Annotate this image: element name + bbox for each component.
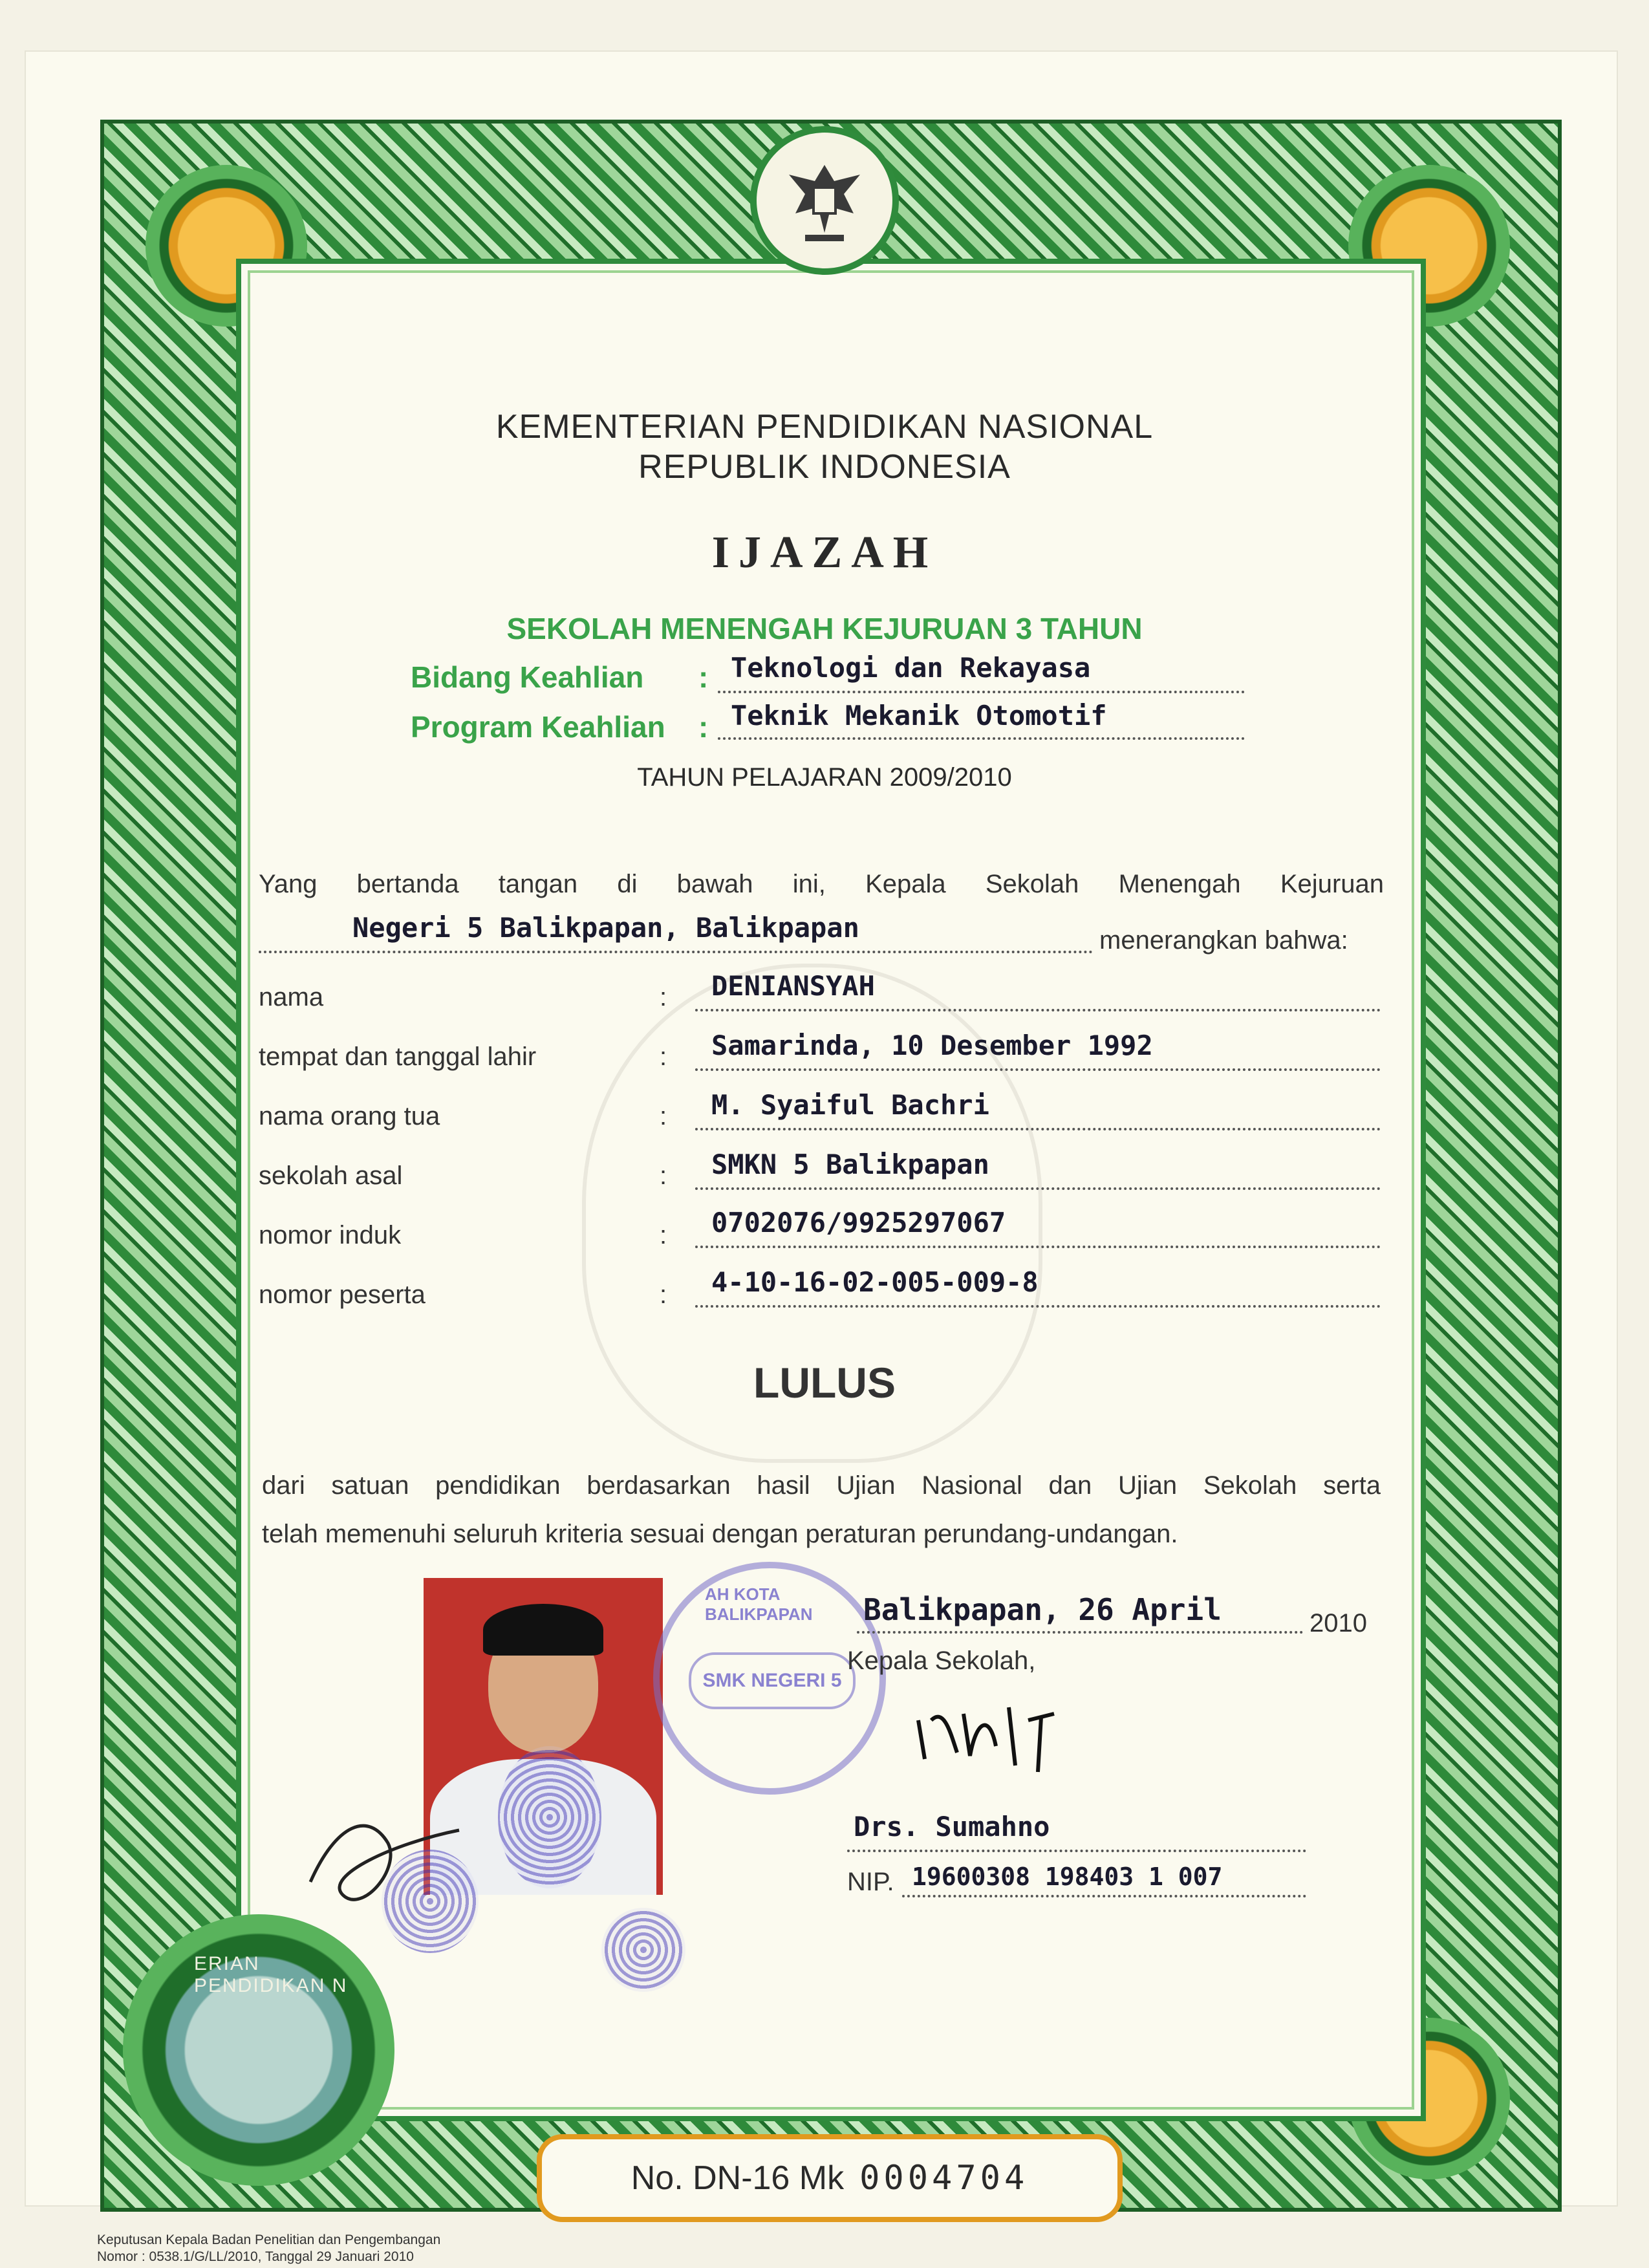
school-name: Negeri 5 Balikpapan, Balikpapan (352, 912, 859, 944)
label-nama: nama (259, 983, 324, 1011)
label-nomor-induk: nomor induk (259, 1221, 402, 1249)
bidang-value: Teknologi dan Rekayasa (731, 652, 1091, 684)
bidang-dotline (718, 691, 1245, 693)
school-type: SEKOLAH MENENGAH KEJURUAN 3 TAHUN (506, 612, 1143, 645)
statement-line-1: dari satuan pendidikan berdasarkan hasil Ujian Nasional dan Ujian Sekolah serta (262, 1471, 1381, 1500)
label-ttl: tempat dan tanggal lahir (259, 1042, 537, 1071)
principal-role: Kepala Sekolah, (847, 1647, 1036, 1675)
bidang-label: Bidang Keahlian (411, 660, 644, 694)
serial-number-box (537, 2134, 1123, 2222)
value-ttl: Samarinda, 10 Desember 1992 (711, 1030, 1153, 1061)
signing-place-date: Balikpapan, 26 April (863, 1592, 1222, 1627)
fingerprint-3 (601, 1908, 685, 1992)
label-nomor-peserta: nomor peserta (259, 1280, 426, 1309)
serial-prefix: No. DN-16 Mk (630, 2159, 845, 2197)
academic-year: TAHUN PELAJARAN 2009/2010 (637, 763, 1012, 792)
label-orang-tua: nama orang tua (259, 1102, 440, 1130)
dotline-sekolah-asal (695, 1187, 1381, 1190)
school-stamp (653, 1562, 886, 1795)
tut-wuri-handayani-seal-icon (123, 1914, 394, 2186)
value-nomor-induk: 0702076/9925297067 (711, 1207, 1006, 1238)
stamp-ring-text: AH KOTA BALIKPAPAN (705, 1584, 813, 1624)
ministry-name: KEMENTERIAN PENDIDIKAN NASIONAL (495, 408, 1154, 446)
program-dotline (718, 737, 1245, 740)
value-orang-tua: M. Syaiful Bachri (711, 1089, 989, 1121)
statement-line-2: telah memenuhi seluruh kriteria sesuai dengan peraturan perundang-undangan. (262, 1520, 1178, 1548)
result-status: LULUS (753, 1359, 896, 1407)
footer-decree-line-2: Nomor : 0538.1/G/LL/2010, Tanggal 29 Januari 2010 (97, 2249, 414, 2264)
nip-label: NIP. (847, 1868, 894, 1896)
principal-name-dotline (847, 1850, 1306, 1852)
nip-dotline (902, 1895, 1306, 1897)
label-sekolah-asal: sekolah asal (259, 1161, 403, 1190)
dotline-nomor-induk (695, 1246, 1381, 1248)
school-dotline (259, 951, 1093, 953)
serial-number: 0004704 (859, 2159, 1029, 2198)
value-sekolah-asal: SMKN 5 Balikpapan (711, 1149, 989, 1180)
principal-name: Drs. Sumahno (854, 1811, 1050, 1842)
stamp-center-text: SMK NEGERI 5 (689, 1652, 856, 1709)
colon-sekolah-asal: : (660, 1161, 667, 1190)
value-nomor-peserta: 4-10-16-02-005-009-8 (711, 1266, 1039, 1298)
dotline-nama (695, 1009, 1381, 1011)
program-label: Program Keahlian (411, 710, 665, 744)
colon-orang-tua: : (660, 1102, 667, 1130)
seal-ring-text: ERIAN PENDIDIKAN N (194, 1953, 348, 1996)
document-title: IJAZAH (711, 528, 938, 578)
place-date-dotline (857, 1631, 1303, 1634)
republic-name: REPUBLIK INDONESIA (638, 448, 1011, 486)
colon-nama: : (660, 983, 667, 1011)
program-colon: : (698, 710, 709, 744)
bidang-colon: : (698, 660, 709, 694)
student-signature (297, 1785, 504, 1934)
intro-suffix: menerangkan bahwa: (1099, 926, 1348, 955)
garuda-emblem-icon (750, 126, 899, 275)
program-value: Teknik Mekanik Otomotif (731, 700, 1107, 731)
principal-signature (905, 1694, 1073, 1791)
value-nama: DENIANSYAH (711, 970, 875, 1002)
principal-nip: 19600308 198403 1 007 (912, 1863, 1223, 1891)
signing-year: 2010 (1310, 1609, 1367, 1637)
dotline-nomor-peserta (695, 1305, 1381, 1308)
footer-decree-line-1: Keputusan Kepala Badan Penelitian dan Pengembangan (97, 2232, 441, 2247)
colon-ttl: : (660, 1042, 667, 1071)
colon-nomor-peserta: : (660, 1280, 667, 1309)
intro-line: Yang bertanda tangan di bawah ini, Kepala Sekolah Menengah Kejuruan (259, 870, 1384, 898)
colon-nomor-induk: : (660, 1221, 667, 1249)
dotline-orang-tua (695, 1128, 1381, 1130)
fingerprint-1 (498, 1746, 601, 1888)
dotline-ttl (695, 1068, 1381, 1071)
